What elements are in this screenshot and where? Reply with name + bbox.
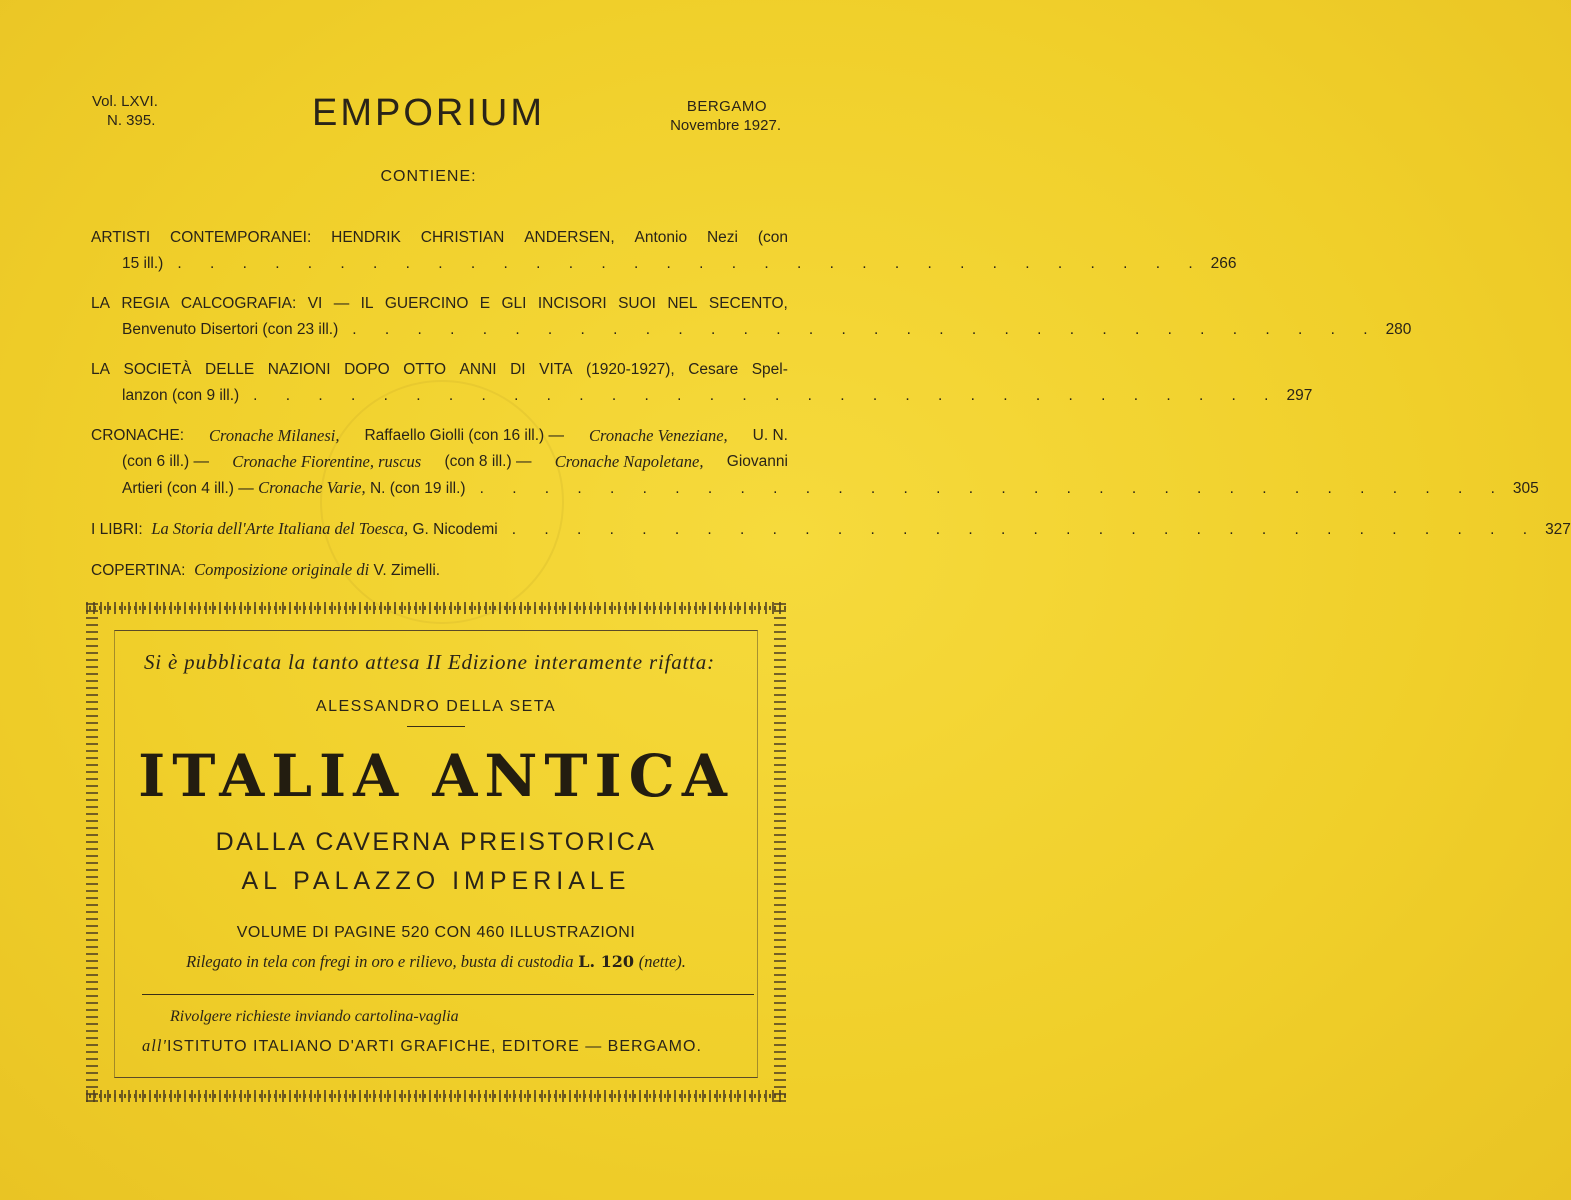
volume-details: VOLUME DI PAGINE 520 CON 460 ILLUSTRAZIONI	[236, 924, 636, 941]
volume-label: Vol. LXVI.	[92, 93, 158, 110]
toc-entry-line: Benvenuto Disertori (con 23 ill.) . . . . . . . . . . . . . . . . . . . . . . . . . . . . . . . . 280	[91, 317, 788, 343]
toc-entry-copertina	[91, 557, 788, 584]
toc-entry-cronache	[91, 423, 1539, 502]
toc-entry-artisti	[91, 225, 1237, 277]
publisher-line: all'ISTITUTO ITALIANO D'ARTI GRAFICHE, EDITORE — BERGAMO.	[142, 1036, 702, 1055]
toc-entry-line: Artieri (con 4 ill.) — Cronache Varie, N. (con 19 ill.) . . . . . . . . . . . . . . . . . . . . . . . . . . . . . . . . 305	[91, 475, 788, 502]
toc-entry-line: LA SOCIETÀ DELLE NAZIONI DOPO OTTO ANNI DI VITA (1920-1927), Cesare Spel-	[91, 361, 788, 378]
ornamental-border-bottom	[86, 1090, 786, 1102]
magazine-title: EMPORIUM	[312, 92, 545, 134]
toc-entry-line: COPERTINA: Composizione originale di V. Zimelli.	[91, 560, 441, 579]
leader-dots: . . . . . . . . . . . . . . . . . . . . . . . . . . . . . . . .	[511, 521, 1540, 538]
leader-dots: . . . . . . . . . . . . . . . . . . . . . . . . . . . . . . . .	[352, 321, 1380, 338]
issue-place-date	[670, 97, 781, 135]
issue-number: N. 395.	[107, 112, 156, 129]
page-number: 305	[1512, 480, 1539, 497]
toc-entry-line: ARTISTI CONTEMPORANEI: HENDRIK CHRISTIAN ANDERSEN, Antonio Nezi (con	[91, 229, 788, 246]
divider	[142, 994, 754, 995]
toc-entry-line: CRONACHE: Cronache Milanesi, Raffaello Giolli (con 16 ill.) — Cronache Veneziane, U. N.	[91, 426, 788, 445]
table-of-contents	[91, 225, 1571, 598]
ornamental-border-top	[86, 602, 786, 614]
toc-entry-line: I LIBRI: La Storia dell'Arte Italiana del Toesca, G. Nicodemi . . . . . . . . . . . . . . . . . . . . . . . . . . . . . . . . 327	[91, 516, 788, 543]
book-title: ITALIA ANTICA	[138, 742, 734, 810]
contents-heading: CONTIENE:	[380, 168, 477, 185]
binding-price: Rilegato in tela con fregi in oro e rilievo, busta di custodia L. 120 (nette).	[186, 952, 686, 971]
toc-entry-line: (con 6 ill.) — Cronache Fiorentine, ruscus (con 8 ill.) — Cronache Napoletane, Giovanni	[122, 452, 788, 471]
book-advertisement	[86, 602, 786, 1102]
divider	[407, 726, 465, 727]
toc-entry-line: 15 ill.) . . . . . . . . . . . . . . . . . . . . . . . . . . . . . . . . 266	[91, 251, 788, 277]
toc-entry-line: lanzon (con 9 ill.) . . . . . . . . . . . . . . . . . . . . . . . . . . . . . . . . 297	[91, 383, 788, 409]
book-subtitle-1: DALLA CAVERNA PREISTORICA	[215, 828, 657, 856]
city: BERGAMO	[686, 98, 767, 115]
page-number: 280	[1385, 321, 1412, 338]
leader-dots: . . . . . . . . . . . . . . . . . . . . . . . . . . . . . . . .	[479, 480, 1507, 497]
book-subtitle-2: AL PALAZZO IMPERIALE	[241, 867, 631, 895]
toc-entry-line: LA REGIA CALCOGRAFIA: VI — IL GUERCINO E GLI INCISORI SUOI NEL SECENTO,	[91, 295, 788, 312]
leader-dots: . . . . . . . . . . . . . . . . . . . . . . . . . . . . . . . .	[253, 387, 1281, 404]
price: L. 120	[578, 952, 634, 971]
issue-date: Novembre 1927.	[670, 117, 781, 134]
toc-entry-calcografia	[91, 291, 1412, 343]
page-number: 327	[1545, 521, 1571, 538]
page-number: 297	[1286, 387, 1313, 404]
ad-author: ALESSANDRO DELLA SETA	[315, 698, 557, 715]
page-number: 266	[1210, 255, 1237, 272]
order-instructions: Rivolgere richieste inviando cartolina-vaglia	[170, 1008, 459, 1025]
toc-entry-libri	[91, 516, 1571, 543]
toc-entry-societa	[91, 357, 1313, 409]
leader-dots: . . . . . . . . . . . . . . . . . . . . . . . . . . . . . . . .	[177, 255, 1205, 272]
ad-intro: Si è pubblicata la tanto attesa II Edizione interamente rifatta:	[144, 650, 715, 674]
